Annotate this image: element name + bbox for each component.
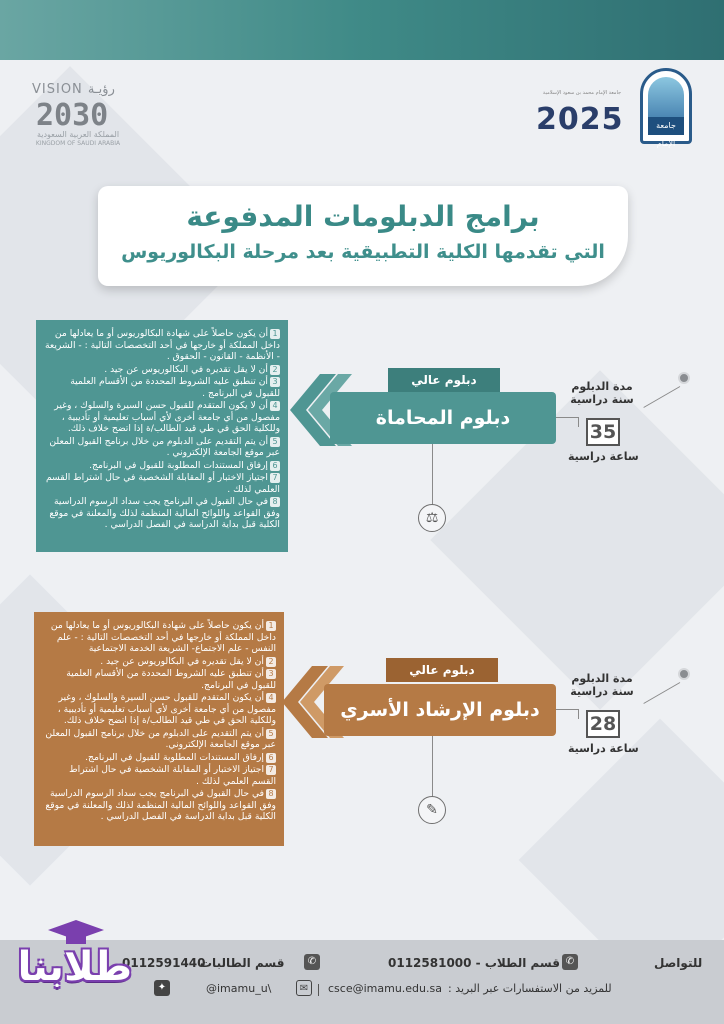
hours-label: ساعة دراسية <box>568 450 639 463</box>
requirement-item: 8في حال القبول في البرنامج يجب سداد الرسوم الدراسية وفق القواعد واللوائح المالية المنظمة لذلك والمعلنة في موقع الكلية قبل بداية الدراسة في الفصل الدراسي . <box>45 788 276 822</box>
male-dept-phone: قسم الطلاب - 0112581000 <box>388 956 560 970</box>
vision-word: VISION رؤيـة <box>32 82 115 97</box>
email-address[interactable]: csce@imamu.edu.sa <box>328 982 442 995</box>
requirement-item: 1أن يكون حاصلاً على شهادة البكالوريوس أو ما يعادلها من داخل المملكة أو خارجها في أحد التخصصات التالية : - الشريعة - الأنظمة - القانون - الحقوق . <box>44 328 280 362</box>
vision-2030-logo <box>22 78 132 148</box>
female-dept-phone[interactable]: 0112591440 <box>122 956 206 970</box>
connector-line <box>556 709 578 710</box>
top-banner <box>0 0 724 60</box>
connector-dot <box>678 372 690 384</box>
vision-year: 2030 <box>36 98 109 133</box>
phone-icon: ✆ <box>562 954 578 970</box>
duration-label: مدة الدبلوم سنة دراسية <box>570 672 634 698</box>
program-tag: دبلوم عالي <box>386 658 498 682</box>
requirement-item: 5أن يتم التقديم على الدبلوم من خلال برنامج القبول المعلن عبر موقع الجامعة الإلكتروني. <box>45 727 276 750</box>
connector-dot <box>678 668 690 680</box>
vision-ar-caption: المملكة العربية السعودية <box>36 130 120 139</box>
connector-line <box>578 709 579 719</box>
connector-line <box>643 682 680 704</box>
logo-caption: جامعة الإمام <box>648 117 684 135</box>
divider <box>318 984 319 996</box>
requirements-box <box>36 320 288 552</box>
requirement-item: 8في حال القبول في البرنامج يجب سداد الرسوم الدراسية وفق القواعد واللوائح المالية المنظمة لذلك والمعلنة في موقع الكلية قبل بداية الدراسة في الفصل الدراسي . <box>49 496 280 530</box>
inquiries-label: للمزيد من الاستفسارات عبر البريد : <box>448 982 612 995</box>
university-caption: جامعة الإمام محمد بن سعود الإسلامية <box>542 90 622 96</box>
contact-label: للتواصل <box>654 956 703 970</box>
title-card <box>98 186 628 286</box>
twitter-handle[interactable]: @imamu_u\ <box>206 982 272 995</box>
university-2025-logo <box>536 90 626 142</box>
requirement-item: 4أن لا يكون المتقدم للقبول حسن السيرة والسلوك ، وغير مفصول من أي جامعة أخرى لأي أسباب تعليمية أو تأديبية ، وللكلية الحق في طي قيد الطالب/ة إذا اتضح خلاف ذلك. <box>54 400 280 434</box>
requirement-item: 1أن يكون حاصلاً على شهادة البكالوريوس أو ما يعادلها من داخل المملكة أو خارجها في أحد التخصصات التالية : - علم النفس - علم الاجتماع- الشريعة الخدمة الاجتماعية <box>50 620 276 654</box>
scales-icon: ⚖ <box>418 504 446 532</box>
requirement-item: 7اجتياز الاختبار أو المقابلة الشخصية في حال اشتراط القسم العلمي لذلك . <box>45 472 280 495</box>
duration-label: مدة الدبلوم سنة دراسية <box>570 380 634 406</box>
requirement-item: 6إرفاق المستندات المطلوبة للقبول في البرنامج. <box>42 752 276 764</box>
hours-value: 28 <box>586 710 620 738</box>
mail-icon: ✉ <box>296 980 312 996</box>
watermark-text: طلابنا <box>17 944 132 990</box>
connector-line <box>578 417 579 427</box>
program-tag: دبلوم عالي <box>388 368 500 392</box>
requirement-item: 6إرفاق المستندات المطلوبة للقبول في البرنامج. <box>44 460 280 472</box>
connector-line <box>432 736 433 800</box>
hours-label: ساعة دراسية <box>568 742 639 755</box>
requirements-box <box>34 612 284 846</box>
tlabna-watermark-logo <box>17 916 132 1002</box>
requirement-item: 3أن تنطبق عليه الشروط المحددة من الأقسام العلمية للقبول في البرنامج . <box>70 376 280 399</box>
twitter-icon[interactable]: ✦ <box>154 980 170 996</box>
imam-university-logo <box>640 68 692 148</box>
requirement-item: 3أن تنطبق عليه الشروط المحددة من الأقسام العلمية للقبول في البرنامج. <box>66 668 276 691</box>
requirement-item: 2أن لا يقل تقديره في البكالوريوس عن جيد . <box>42 656 276 668</box>
program-name: دبلوم المحاماة <box>330 392 556 444</box>
female-dept-label: قسم الطالبات <box>200 956 285 970</box>
vision-en-caption: KINGDOM OF SAUDI ARABIA <box>35 140 121 147</box>
page-subtitle: التي تقدمها الكلية التطبيقية بعد مرحلة البكالوريوس <box>121 241 605 263</box>
clipboard-icon: ✎ <box>418 796 446 824</box>
program-name: دبلوم الإرشاد الأسري <box>324 684 556 736</box>
page-title: برامج الدبلومات المدفوعة <box>186 200 540 233</box>
connector-line <box>556 417 578 418</box>
requirement-item: 5أن يتم التقديم على الدبلوم من خلال برنامج القبول المعلن عبر موقع الجامعة الإلكتروني . <box>49 435 280 458</box>
requirement-item: 7اجتياز الاختبار أو المقابلة الشخصية في حال اشتراط القسم العلمي لذلك . <box>69 764 276 787</box>
hours-value: 35 <box>586 418 620 446</box>
university-year: 2025 <box>536 102 624 137</box>
connector-line <box>643 386 680 408</box>
phone-icon: ✆ <box>304 954 320 970</box>
requirement-item: 4أن يكون المتقدم للقبول حسن السيرة والسلوك ، وغير مفصول من أي جامعة أخرى لأي أسباب تعليمية أو تأديبية ، وللكلية الحق في طي قيد الطالب/ة إذا اتضح خلاف ذلك. <box>57 692 276 726</box>
connector-line <box>432 444 433 508</box>
requirement-item: 2أن لا يقل تقديره في البكالوريوس عن جيد . <box>44 364 280 376</box>
